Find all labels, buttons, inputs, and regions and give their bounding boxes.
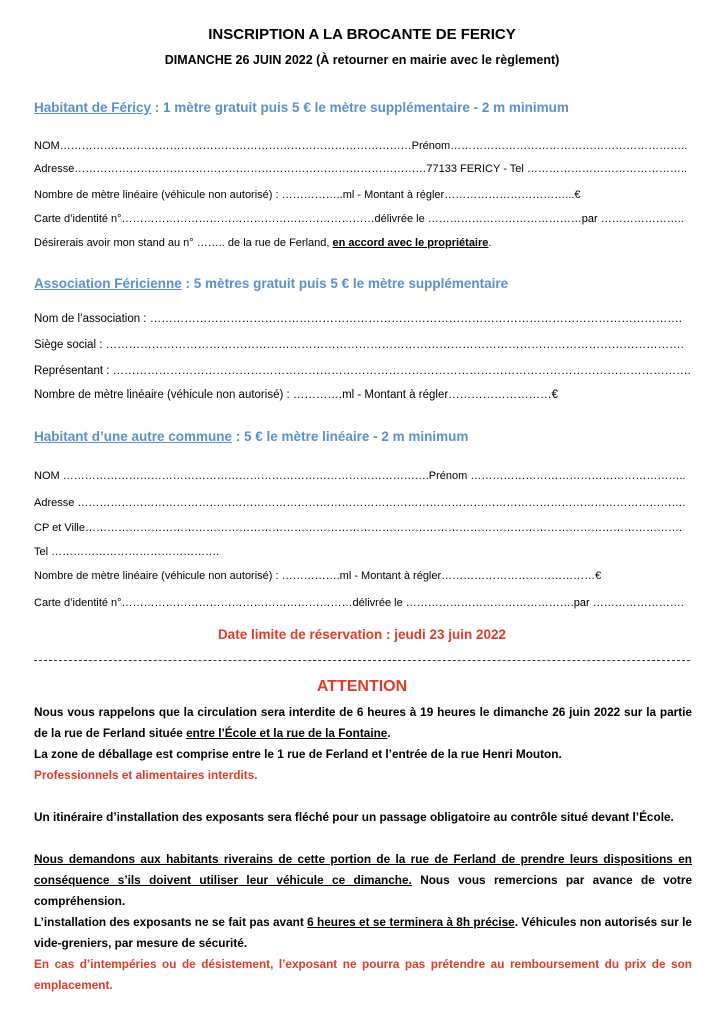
setup-time-hours: 6 heures et se terminera à 8h précise bbox=[307, 915, 515, 929]
field-line-address[interactable]: Adresse……………………………………………………………………………………77133 FERICY - Tel …………………………………….. bbox=[34, 163, 687, 175]
section-heading-terms: : 1 mètre gratuit puis 5 € le mètre supplémentaire - 2 m minimum bbox=[151, 100, 569, 115]
field-line-meters[interactable]: Nombre de mètre linéaire (véhicule non autorisé) : ……………..ml - Montant à régler……………………………...€ bbox=[34, 189, 581, 201]
unpacking-zone-notice: La zone de déballage est comprise entre le 1 rue de Ferland et l’entrée de la rue Henri Mouton. bbox=[34, 747, 562, 761]
section-heading-other-town bbox=[34, 429, 468, 444]
attention-heading: ATTENTION bbox=[316, 678, 408, 695]
traffic-notice-start: Nous vous rappelons que la circulation sera interdite de 6 heures à 19 heures le dimanche 26 juin 2022 sur la partie de la rue de Ferland située bbox=[34, 705, 692, 740]
residents-notice bbox=[34, 849, 692, 912]
section-heading-terms: : 5 € le mètre linéaire - 2 m minimum bbox=[232, 429, 469, 444]
residents-notice-request: Nous demandons aux habitants riverains de cette portion de la rue de Ferland de prendre leurs dispositions en conséquence s’ils doivent utiliser leur véhicule ce dimanche. bbox=[34, 852, 692, 887]
page-subtitle: DIMANCHE 26 JUIN 2022 (À retourner en mairie avec le règlement) bbox=[164, 53, 560, 67]
field-line-head-office[interactable]: Siège social : ……………………………………………………………………………………………………………………………………. bbox=[34, 339, 684, 351]
traffic-notice-zone: entre l’École et la rue de la Fontaine bbox=[186, 726, 388, 740]
reservation-deadline: Date limite de réservation : jeudi 23 juin 2022 bbox=[217, 627, 507, 642]
traffic-notice-end: . bbox=[387, 726, 391, 740]
section-heading-label: Habitant de Féricy bbox=[34, 100, 152, 115]
field-line-meters[interactable]: Nombre de mètre linéaire (véhicule non autorisé) : …………….ml - Montant à régler……………………………………€ bbox=[34, 570, 602, 582]
setup-time-start: L’installation des exposants ne se fait pas avant bbox=[34, 915, 308, 929]
field-line-city[interactable]: CP et Ville………………………………………………………………………………………………………………………………………………. bbox=[34, 522, 683, 534]
field-line-stand[interactable] bbox=[34, 237, 491, 249]
field-line-association-name[interactable]: Nom de l’association : …………………………………………………………………………………………………………………………. bbox=[34, 313, 682, 325]
route-notice: Un itinéraire d’installation des exposants sera fléché pour un passage obligatoire au contrôle situé devant l’École. bbox=[34, 810, 674, 824]
field-line-representative[interactable]: Représentant : ……………………………………………………………………………………………………………………………………. bbox=[34, 365, 691, 377]
stand-agreement-note: en accord avec le propriétaire bbox=[332, 237, 489, 249]
field-line-id-card[interactable]: Carte d’identité n°………………………………………………………délivrée le ……………………………………….par ……………………. bbox=[34, 597, 684, 609]
section-heading-terms: : 5 mètres gratuit puis 5 € le mètre supplémentaire bbox=[181, 276, 509, 291]
refund-notice: En cas d’intempéries ou de désistement, l’exposant ne pourra pas prétendre au remboursement du prix de son emplacement. bbox=[34, 957, 692, 992]
field-line-name[interactable]: NOM ……………………………………………………………………………………….Prénom ………………………………………………….. bbox=[34, 470, 686, 482]
field-line-phone[interactable]: Tel ………………………………………. bbox=[34, 546, 220, 558]
section-heading-label: Habitant d’une autre commune bbox=[34, 429, 233, 444]
setup-time-notice bbox=[34, 912, 692, 954]
field-line-meters[interactable]: Nombre de mètre linéaire (véhicule non autorisé) : ………….ml - Montant à régler………………………€ bbox=[34, 389, 559, 401]
section-heading-label: Association Féricienne bbox=[34, 276, 182, 291]
stand-suffix: . bbox=[488, 237, 492, 249]
residents-notice-thanks: Nous vous remercions par avance de votre compréhension. bbox=[34, 873, 693, 908]
prohibited-notice: Professionnels et alimentaires interdits. bbox=[34, 768, 258, 782]
section-heading-association bbox=[34, 276, 508, 291]
field-line-id-card[interactable]: Carte d’identité n°……………………………………………………………délivrée le ……………………………………par ………………….. bbox=[34, 213, 684, 225]
setup-time-end: . Véhicules non autorisés sur le vide-greniers, par mesure de sécurité. bbox=[34, 915, 692, 950]
field-line-address[interactable]: Adresse …………………………………………………………………………………………………………………………………………………. bbox=[34, 497, 686, 509]
stand-prefix: Désirerais avoir mon stand au n° …….. de la rue de Ferland, bbox=[34, 237, 333, 249]
field-line-name[interactable]: NOM……………………………………………………………………………………Prénom……………………………………………………….. bbox=[34, 140, 688, 152]
section-heading-fericy-resident bbox=[34, 100, 569, 115]
traffic-notice bbox=[34, 702, 692, 744]
dashed-divider bbox=[34, 660, 690, 661]
page-title: INSCRIPTION A LA BROCANTE DE FERICY bbox=[208, 26, 516, 43]
